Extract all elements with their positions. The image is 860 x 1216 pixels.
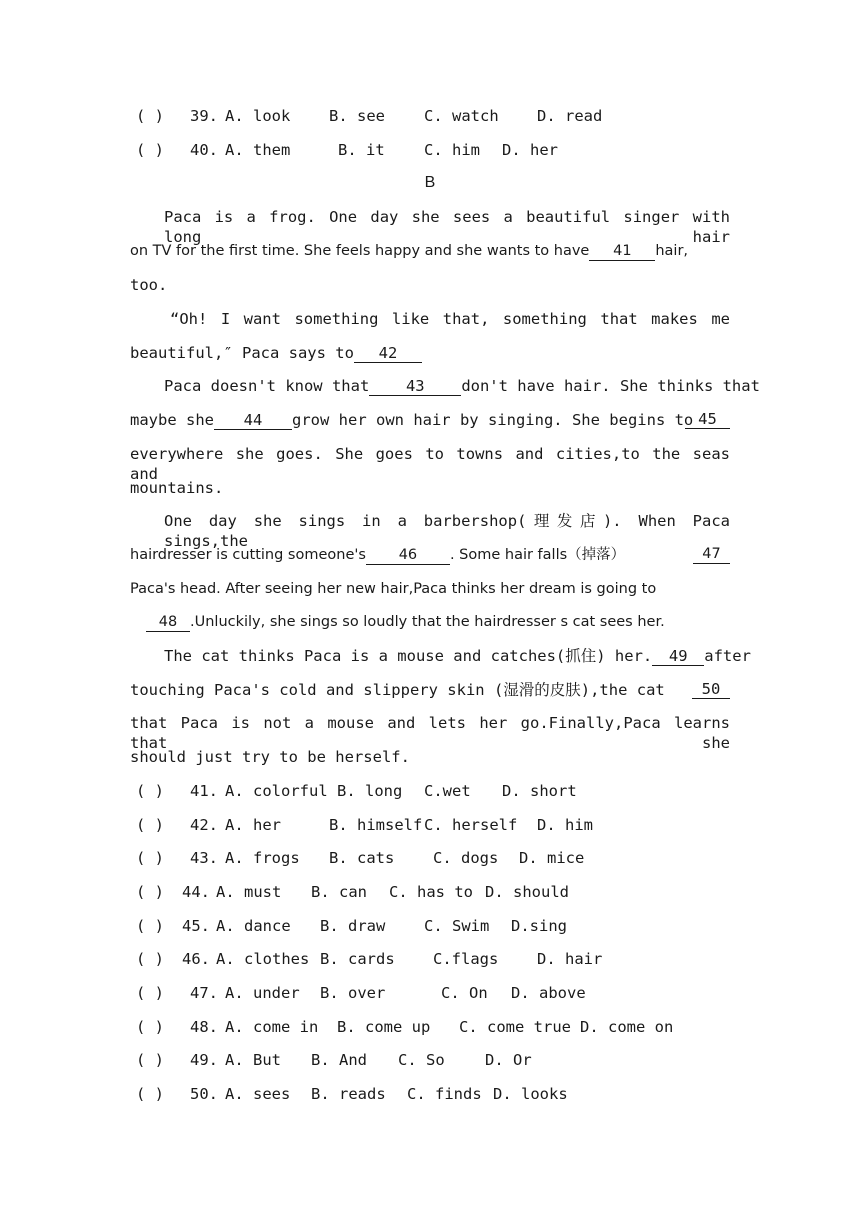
question-number: 43. bbox=[190, 849, 218, 867]
blank-44: 44 bbox=[214, 411, 292, 430]
option-a: A. colorful bbox=[225, 782, 328, 800]
option-b: B. can bbox=[311, 883, 367, 901]
passage-text: maybe she bbox=[130, 411, 214, 429]
question-number: 45. bbox=[182, 917, 210, 935]
answer-paren: ( ) bbox=[136, 917, 164, 935]
passage-line: mountains. bbox=[130, 479, 224, 497]
option-a: A. sees bbox=[225, 1085, 291, 1103]
blank-50: 50 bbox=[692, 680, 730, 699]
answer-paren: ( ) bbox=[136, 984, 164, 1002]
passage-text: on TV for the first time. She feels happy and she wants to have bbox=[130, 243, 590, 259]
option-b: B. reads bbox=[311, 1085, 386, 1103]
passage-text: Paca doesn't know that bbox=[164, 377, 370, 395]
option-c: C.flags bbox=[433, 950, 499, 968]
passage-text: hairdresser is cutting someone's bbox=[130, 547, 366, 563]
option-b: B. cards bbox=[320, 950, 395, 968]
option-b: B. draw bbox=[320, 917, 386, 935]
option-c: C. finds bbox=[407, 1085, 482, 1103]
passage-text: after bbox=[704, 647, 751, 665]
option-a: A. clothes bbox=[216, 950, 310, 968]
option-d: D.sing bbox=[511, 917, 567, 935]
blank-42: 42 bbox=[354, 344, 422, 363]
blank-41: 41 bbox=[589, 242, 655, 261]
question-number: 48. bbox=[190, 1018, 218, 1036]
passage-text: .Unluckily, she sings so loudly that the hairdresser s cat sees her. bbox=[190, 614, 665, 630]
passage-text: grow her own hair by singing. She begins to bbox=[292, 411, 694, 429]
question-number: 42. bbox=[190, 816, 218, 834]
passage-line bbox=[146, 612, 730, 632]
blank-43: 43 bbox=[369, 377, 461, 396]
option-a: A. frogs bbox=[225, 849, 300, 867]
passage-line bbox=[130, 343, 730, 363]
passage-text: beautiful,″ Paca says to bbox=[130, 344, 354, 362]
answer-paren: ( ) bbox=[136, 141, 164, 159]
passage-line: “Oh! I want something like that, something that makes me bbox=[170, 310, 730, 328]
option-c: C. On bbox=[441, 984, 488, 1002]
answer-paren: ( ) bbox=[136, 1085, 164, 1103]
answer-paren: ( ) bbox=[136, 107, 164, 125]
option-d: D. mice bbox=[519, 849, 585, 867]
option-c: C. Swim bbox=[424, 917, 490, 935]
blank-46: 46 bbox=[366, 546, 450, 565]
blank-47: 47 bbox=[693, 545, 730, 564]
passage-text: The cat thinks Paca is a mouse and catches(抓住) her. bbox=[164, 647, 653, 665]
blank-49: 49 bbox=[652, 647, 704, 666]
question-number: 50. bbox=[190, 1085, 218, 1103]
option-a: A. dance bbox=[216, 917, 291, 935]
option-d: D. looks bbox=[493, 1085, 568, 1103]
option-d: D. Or bbox=[485, 1051, 532, 1069]
passage-line: everywhere she goes. She goes to towns and cities,to the seas and bbox=[130, 445, 730, 483]
passage-text: don't have hair. She thinks that bbox=[461, 377, 760, 395]
passage-line: too. bbox=[130, 276, 168, 294]
passage-text: . Some hair falls（掉落） bbox=[449, 547, 626, 563]
blank-48: 48 bbox=[146, 613, 190, 632]
section-heading: B bbox=[424, 174, 436, 191]
passage-line: should just try to be herself. bbox=[130, 748, 410, 766]
passage-line: One day she sings in a barbershop(理发店). When Paca sings,the bbox=[164, 512, 730, 550]
question-number: 47. bbox=[190, 984, 218, 1002]
option-c: C. watch bbox=[424, 107, 499, 125]
option-c: C. has to bbox=[389, 883, 473, 901]
passage-line bbox=[164, 646, 751, 666]
passage-line bbox=[164, 376, 760, 396]
option-a: A. under bbox=[225, 984, 300, 1002]
option-d: D. him bbox=[537, 816, 593, 834]
option-b: B. And bbox=[311, 1051, 367, 1069]
passage-line: that Paca is not a mouse and lets her go.Finally,Paca learns that she bbox=[130, 714, 730, 752]
option-b: B. it bbox=[338, 141, 385, 159]
question-number: 39. bbox=[190, 107, 218, 125]
option-d: D. hair bbox=[537, 950, 603, 968]
option-b: B. cats bbox=[329, 849, 395, 867]
answer-paren: ( ) bbox=[136, 950, 164, 968]
option-a: A. her bbox=[225, 816, 281, 834]
option-d: D. above bbox=[511, 984, 586, 1002]
passage-text: hair, bbox=[655, 243, 689, 259]
option-d: D. short bbox=[502, 782, 577, 800]
passage-line bbox=[130, 410, 730, 430]
option-a: A. But bbox=[225, 1051, 281, 1069]
option-a: A. look bbox=[225, 107, 291, 125]
option-d: D. read bbox=[537, 107, 603, 125]
answer-paren: ( ) bbox=[136, 849, 164, 867]
option-c: C. herself bbox=[424, 816, 518, 834]
option-b: B. see bbox=[329, 107, 385, 125]
option-c: C. him bbox=[424, 141, 480, 159]
passage-line bbox=[130, 680, 730, 700]
answer-paren: ( ) bbox=[136, 883, 164, 901]
answer-paren: ( ) bbox=[136, 1051, 164, 1069]
option-c: C. dogs bbox=[433, 849, 499, 867]
answer-paren: ( ) bbox=[136, 816, 164, 834]
answer-paren: ( ) bbox=[136, 1018, 164, 1036]
passage-line bbox=[130, 545, 730, 565]
blank-45: 45 bbox=[685, 410, 730, 429]
question-number: 40. bbox=[190, 141, 218, 159]
option-d: D. come on bbox=[580, 1018, 674, 1036]
option-b: B. long bbox=[337, 782, 403, 800]
passage-line: Paca is a frog. One day she sees a beautiful singer with long hair bbox=[164, 208, 730, 246]
option-b: B. come up bbox=[337, 1018, 431, 1036]
option-b: B. over bbox=[320, 984, 386, 1002]
passage-line: Paca's head. After seeing her new hair,Paca thinks her dream is going to bbox=[130, 581, 657, 597]
question-number: 41. bbox=[190, 782, 218, 800]
option-c: C.wet bbox=[424, 782, 471, 800]
question-number: 44. bbox=[182, 883, 210, 901]
question-number: 46. bbox=[182, 950, 210, 968]
option-a: A. come in bbox=[225, 1018, 319, 1036]
option-c: C. So bbox=[398, 1051, 445, 1069]
option-d: D. should bbox=[485, 883, 569, 901]
option-d: D. her bbox=[502, 141, 558, 159]
question-number: 49. bbox=[190, 1051, 218, 1069]
passage-line bbox=[130, 241, 730, 261]
option-a: A. must bbox=[216, 883, 282, 901]
option-c: C. come true bbox=[459, 1018, 571, 1036]
answer-paren: ( ) bbox=[136, 782, 164, 800]
passage-text: touching Paca's cold and slippery skin (湿滑的皮肤),the cat bbox=[130, 681, 665, 699]
option-b: B. himself bbox=[329, 816, 423, 834]
option-a: A. them bbox=[225, 141, 291, 159]
